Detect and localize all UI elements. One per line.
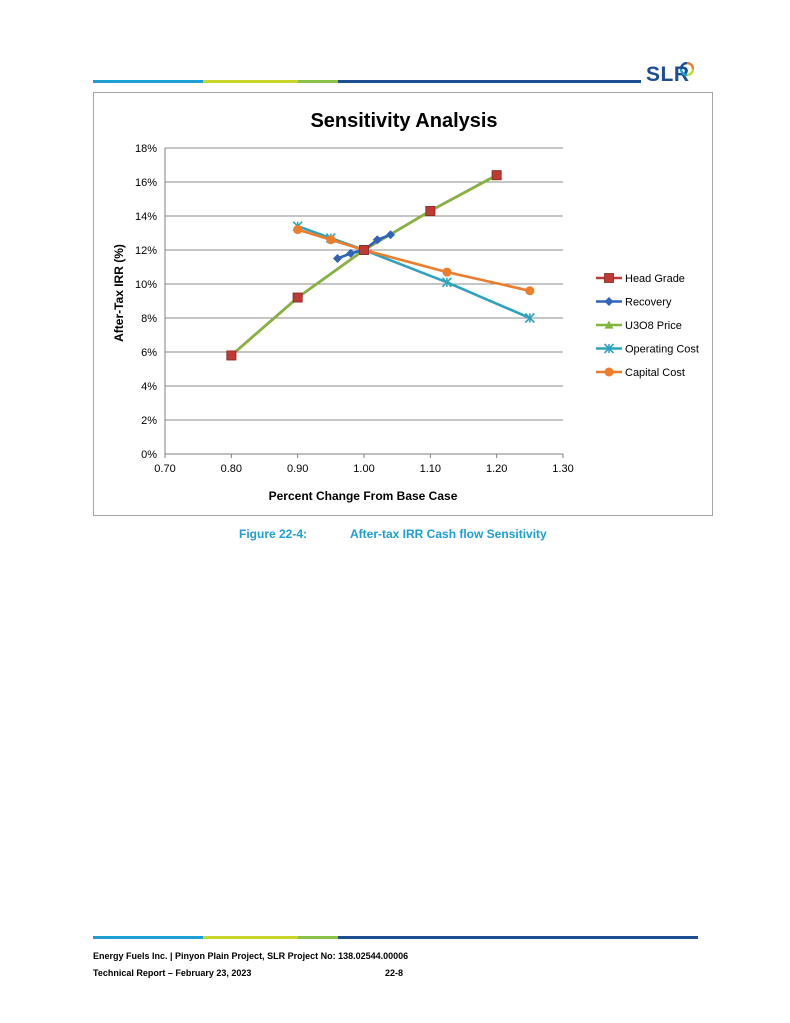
rule-segment: [338, 936, 698, 939]
data-point: [426, 206, 435, 215]
data-point: [293, 293, 302, 302]
figure-number: Figure 22-4:: [239, 527, 308, 541]
y-tick-label: 10%: [134, 279, 157, 291]
series-line: [231, 175, 496, 355]
y-tick-label: 4%: [141, 381, 157, 393]
y-tick-label: 6%: [141, 347, 157, 359]
y-axis-label: After-Tax IRR (%): [112, 244, 126, 342]
rule-segment: [298, 936, 338, 939]
chart-frame: [93, 92, 713, 516]
footer-report-line: Technical Report – February 23, 2023: [93, 968, 252, 978]
rule-segment: [298, 80, 338, 83]
legend-label: Head Grade: [625, 273, 685, 285]
data-point: [442, 268, 451, 277]
x-axis-label: Percent Change From Base Case: [268, 489, 458, 503]
page-number: 22-8: [385, 968, 404, 978]
header-rule: [93, 80, 641, 83]
footer-rule: [93, 936, 698, 939]
legend-marker: [605, 297, 614, 306]
y-tick-label: 12%: [134, 245, 157, 257]
footer-project-line: Energy Fuels Inc. | Pinyon Plain Project, SLR Project No: 138.02544.00006: [93, 951, 409, 961]
y-tick-label: 18%: [134, 143, 157, 155]
series-line: [231, 175, 496, 355]
slr-logo: SLR: [646, 63, 690, 86]
data-point: [360, 246, 369, 255]
data-point: [293, 225, 302, 234]
data-point: [227, 351, 236, 360]
legend-marker: [605, 368, 614, 377]
rule-segment: [93, 936, 203, 939]
rule-segment: [338, 80, 641, 83]
x-tick-label: 1.10: [419, 463, 442, 475]
x-tick-label: 0.90: [286, 463, 309, 475]
legend-label: Recovery: [625, 296, 672, 309]
data-point: [333, 254, 342, 263]
logo-swirl-icon: [680, 62, 694, 76]
legend-marker: [605, 274, 614, 283]
data-point: [525, 286, 534, 295]
chart-title: Sensitivity Analysis: [310, 110, 498, 132]
y-tick-label: 16%: [134, 177, 157, 189]
x-tick-label: 1.20: [485, 463, 508, 475]
data-point: [326, 235, 335, 244]
legend-label: Operating Cost: [625, 343, 699, 356]
y-tick-label: 14%: [134, 211, 157, 223]
x-tick-label: 1.00: [353, 463, 375, 475]
legend-label: U3O8 Price: [625, 320, 682, 332]
legend-label: Capital Cost: [625, 367, 685, 379]
y-tick-label: 0%: [141, 449, 157, 461]
x-tick-label: 1.30: [552, 463, 574, 475]
y-tick-label: 2%: [141, 415, 157, 427]
rule-segment: [203, 936, 298, 939]
sensitivity-chart: [94, 93, 712, 515]
x-tick-label: 0.70: [154, 463, 176, 475]
figure-caption: After-tax IRR Cash flow Sensitivity: [350, 527, 547, 541]
x-tick-label: 0.80: [220, 463, 243, 475]
y-tick-label: 8%: [141, 313, 157, 325]
rule-segment: [93, 80, 203, 83]
rule-segment: [203, 80, 298, 83]
data-point: [492, 171, 501, 180]
